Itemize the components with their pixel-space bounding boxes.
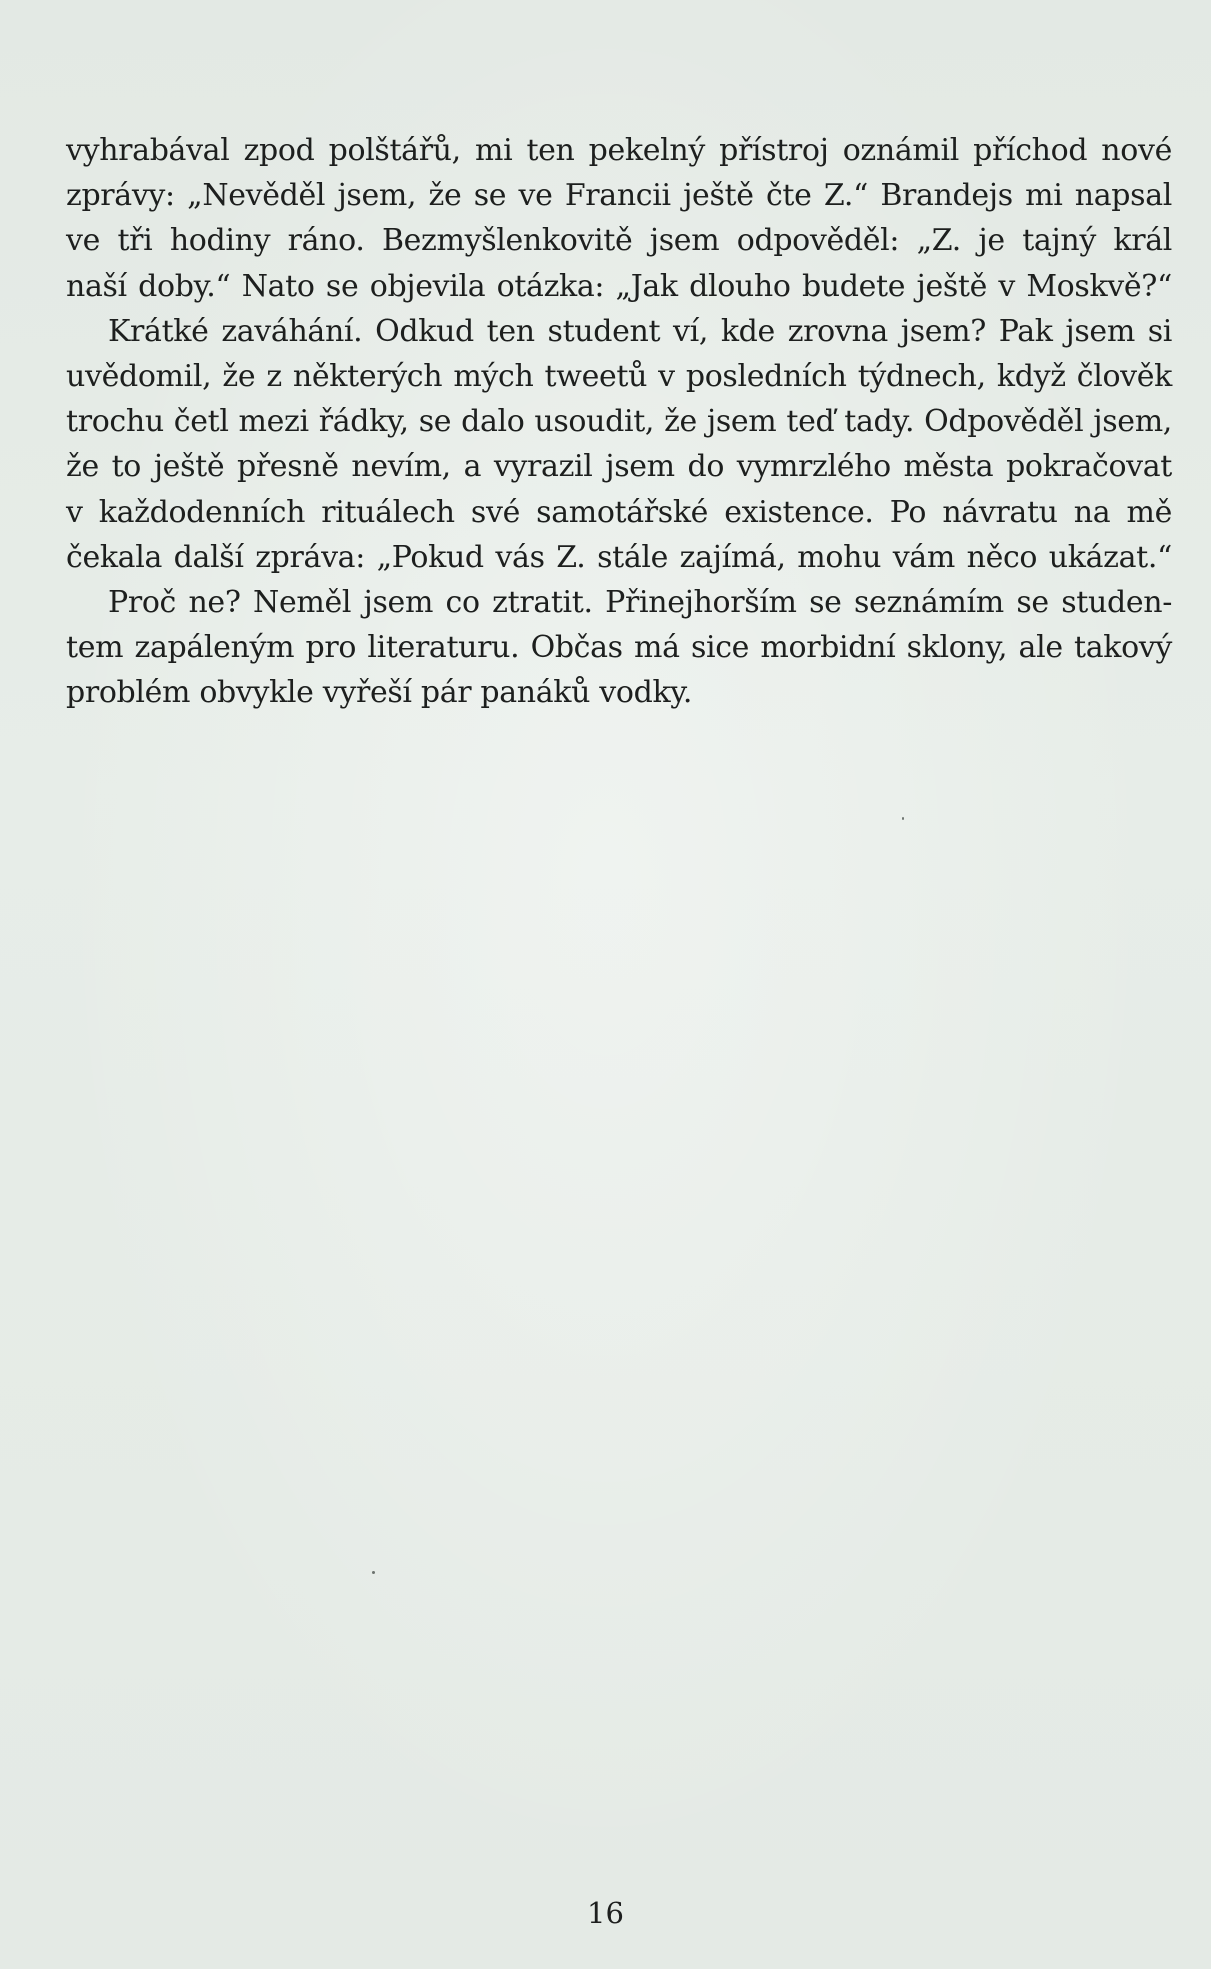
paper-speck [902,817,904,820]
text-line-11: Proč ne? Neměl jsem co ztratit. Přinejhorším se seznámím se studen- [108,584,1172,620]
text-line-1: vyhrabával zpod polštářů, mi ten pekelný přístroj oznámil příchod nové [66,133,1172,168]
page-number: 16 [587,1896,624,1930]
text-line-5: Krátké zaváhání. Odkud ten student ví, kde zrovna jsem? Pak jsem si [108,313,1172,349]
text-line-6: uvědomil, že z některých mých tweetů v posledních týdnech, když člověk [66,358,1172,394]
text-line-2: zprávy: „Nevěděl jsem, že se ve Francii ještě čte Z.“ Brandejs mi napsal [66,178,1172,214]
paper-speck [372,1571,375,1574]
text-line-7: trochu četl mezi řádky, se dalo usoudit, že jsem teď tady. Odpověděl jsem, [66,404,1172,440]
text-line-9: v každodenních rituálech své samotářské existence. Po návratu na mě [66,494,1172,530]
text-line-3: ve tři hodiny ráno. Bezmyšlenkovitě jsem odpověděl: „Z. je tajný král [66,223,1172,259]
text-line-12: tem zapáleným pro literaturu. Občas má sice morbidní sklony, ale takový [66,630,1172,666]
body-text [66,128,1172,715]
text-line-13: problém obvykle vyřeší pár panáků vodky. [66,675,693,711]
text-line-10: čekala další zpráva: „Pokud vás Z. stále zajímá, mohu vám něco ukázat.“ [66,539,1172,575]
text-line-4: naší doby.“ Nato se objevila otázka: „Jak dlouho budete ještě v Moskvě?“ [66,268,1172,304]
text-line-8: že to ještě přesně nevím, a vyrazil jsem do vymrzlého města pokračovat [66,449,1172,485]
